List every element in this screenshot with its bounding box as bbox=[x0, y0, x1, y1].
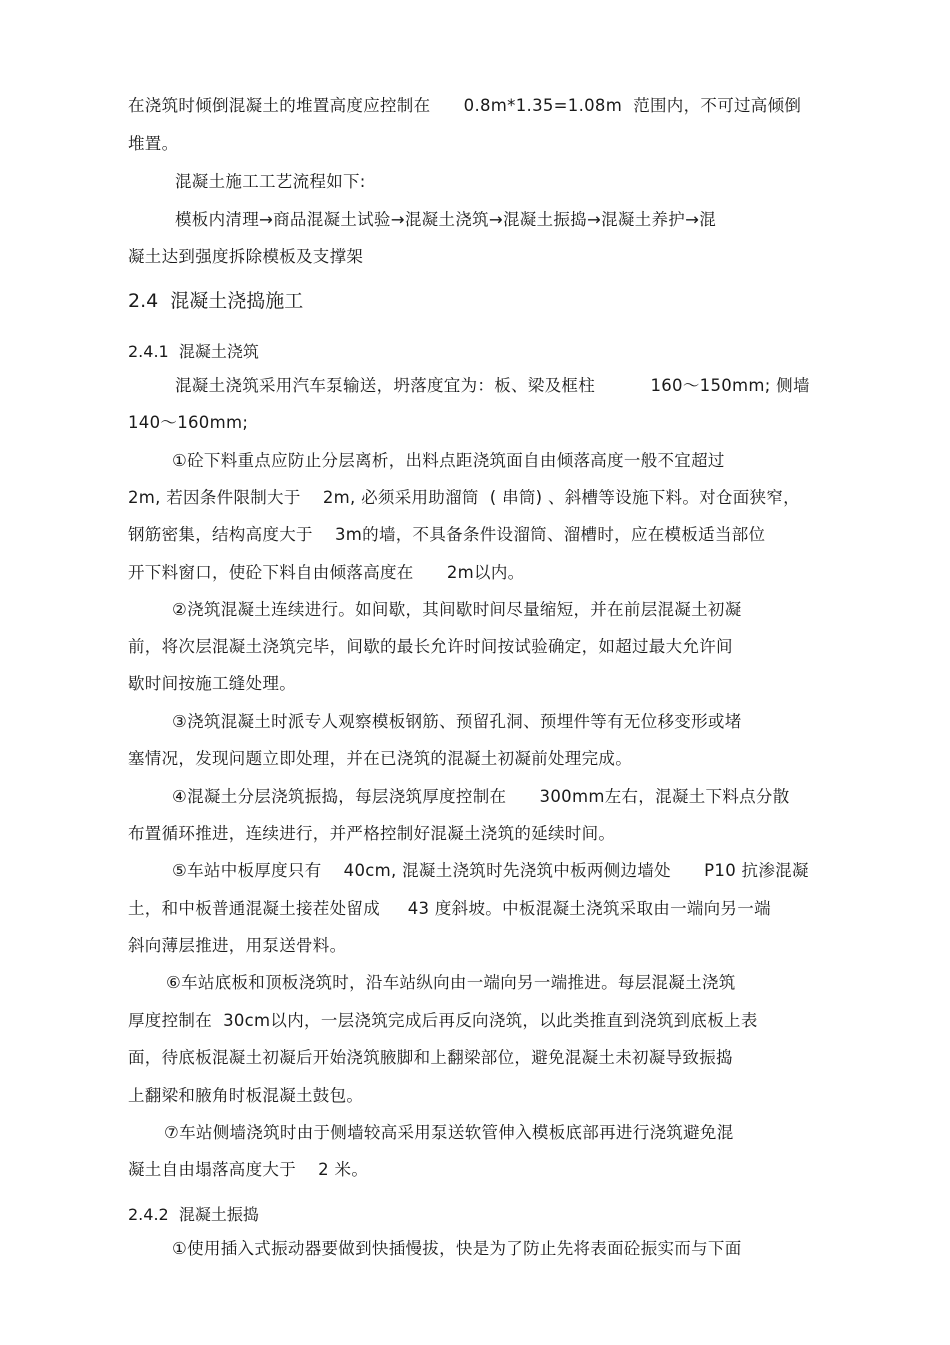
list-item-line: 面，待底板混凝土初凝后开始浇筑腋脚和上翻梁部位，避免混凝土未初凝导致振捣 bbox=[128, 1048, 733, 1067]
section-heading: 2.4 混凝土浇捣施工 bbox=[128, 290, 304, 312]
paragraph-line: 混凝土施工工艺流程如下: bbox=[175, 172, 366, 191]
subsection-heading: 2.4.1 混凝土浇筑 bbox=[128, 342, 259, 361]
list-item-line: 2m, 若因条件限制大于 2m, 必须采用助溜筒 ( 串筒) 、斜槽等设施下料。对仓面狭窄， bbox=[128, 488, 800, 507]
list-item-line: ①使用插入式振动器要做到快插慢拔，快是为了防止先将表面砼振实而与下面 bbox=[172, 1239, 742, 1258]
subsection-heading: 2.4.2 混凝土振捣 bbox=[128, 1205, 259, 1224]
list-item-line: ④混凝土分层浇筑振捣，每层浇筑厚度控制在 300mm左右，混凝土下料点分散 bbox=[172, 787, 790, 806]
list-item-line: 土，和中板普通混凝土接茬处留成 43 度斜坡。中板混凝土浇筑采取由一端向另一端 bbox=[128, 899, 771, 918]
list-item-line: ⑦车站侧墙浇筑时由于侧墙较高采用泵送软管伸入模板底部再进行浇筑避免混 bbox=[164, 1123, 734, 1142]
paragraph-line: 模板内清理→商品混凝土试验→混凝土浇筑→混凝土振捣→混凝土养护→混 bbox=[175, 210, 717, 229]
list-item-line: ⑥车站底板和顶板浇筑时，沿车站纵向由一端向另一端推进。每层混凝土浇筑 bbox=[166, 973, 736, 992]
list-item-line: 凝土自由塌落高度大于 2 米。 bbox=[128, 1160, 369, 1179]
list-item-line: 上翻梁和腋角时板混凝土鼓包。 bbox=[128, 1086, 364, 1105]
list-item-line: 布置循环推进，连续进行，并严格控制好混凝土浇筑的延续时间。 bbox=[128, 824, 616, 843]
list-item-line: 开下料窗口，使砼下料自由倾落高度在 2m以内。 bbox=[128, 563, 525, 582]
list-item-line: 歇时间按施工缝处理。 bbox=[128, 674, 296, 693]
list-item-line: ⑤车站中板厚度只有 40cm, 混凝土浇筑时先浇筑中板两侧边墙处 P10 抗渗混凝 bbox=[172, 861, 809, 880]
list-item-line: 斜向薄层推进，用泵送骨料。 bbox=[128, 936, 347, 955]
list-item-line: ①砼下料重点应防止分层离析，出料点距浇筑面自由倾落高度一般不宜超过 bbox=[172, 451, 725, 470]
paragraph-line: 凝土达到强度拆除模板及支撑架 bbox=[128, 247, 364, 266]
list-item-line: 塞情况，发现问题立即处理，并在已浇筑的混凝土初凝前处理完成。 bbox=[128, 749, 632, 768]
paragraph-line: 在浇筑时倾倒混凝土的堆置高度应控制在 0.8m*1.35=1.08m 范围内，不可过高倾倒 bbox=[128, 96, 802, 115]
paragraph-line: 140～160mm; bbox=[128, 413, 249, 432]
list-item-line: 钢筋密集，结构高度大于 3m的墙，不具备条件设溜筒、溜槽时，应在模板适当部位 bbox=[128, 525, 766, 544]
list-item-line: ②浇筑混凝土连续进行。如间歇，其间歇时间尽量缩短，并在前层混凝土初凝 bbox=[172, 600, 742, 619]
list-item-line: ③浇筑混凝土时派专人观察模板钢筋、预留孔洞、预埋件等有无位移变形或堵 bbox=[172, 712, 742, 731]
paragraph-line: 堆置。 bbox=[128, 134, 179, 153]
paragraph-line: 混凝土浇筑采用汽车泵输送，坍落度宜为：板、梁及框柱 160～150mm; 侧墙 bbox=[175, 376, 810, 395]
list-item-line: 前，将次层混凝土浇筑完毕，间歇的最长允许时间按试验确定，如超过最大允许间 bbox=[128, 637, 733, 656]
list-item-line: 厚度控制在 30cm以内，一层浇筑完成后再反向浇筑，以此类推直到浇筑到底板上表 bbox=[128, 1011, 758, 1030]
